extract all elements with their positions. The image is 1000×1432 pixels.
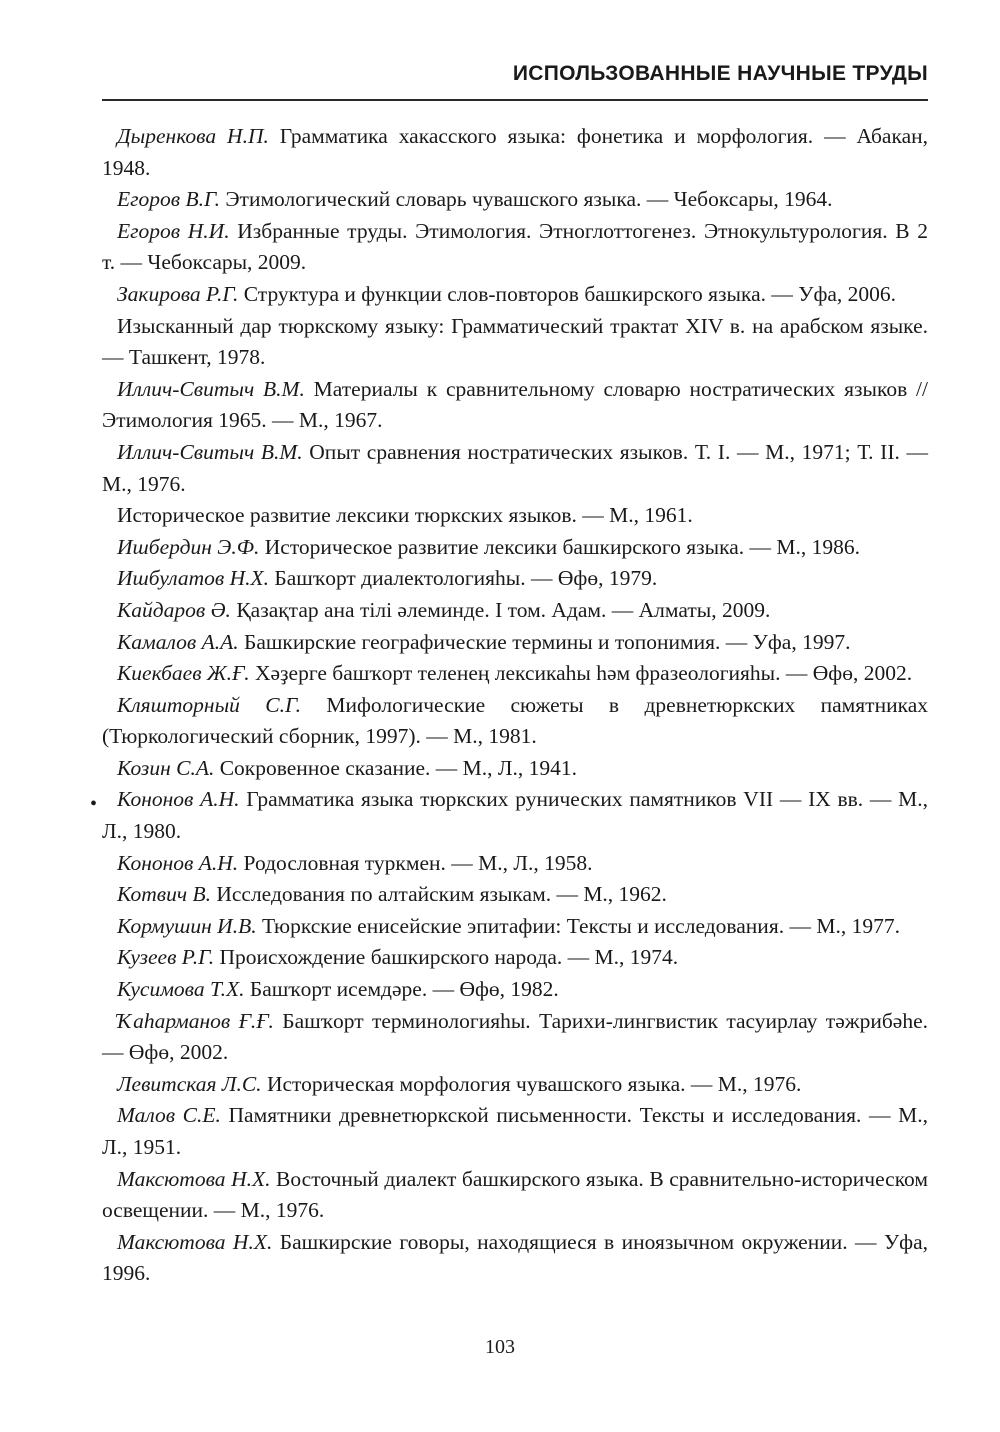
reference-entry [102,848,928,880]
reference-entry [102,942,928,974]
reference-entry [102,595,928,627]
reference-text: Родословная туркмен. — М., Л., 1958. [243,850,593,875]
reference-entry [102,1100,928,1163]
reference-author: Кононов А.Н. [117,787,240,812]
reference-text: Башкирские географические термины и топонимия. — Уфа, 1997. [243,629,851,654]
page-number: 103 [485,1336,515,1358]
reference-text: Материалы к сравнительному словарю ностратических языков // Этимология 1965. — М., 1967. [102,376,928,433]
reference-text: Башҡорт терминологияһы. Тарихи-лингвистик тасуирлау тәжрибәһе. — Өфө, 2002. [102,1008,928,1065]
reference-entry [102,311,928,374]
reference-author: Котвич В. [117,882,211,907]
reference-entry [102,279,928,311]
reference-author: Кузеев Р.Г. [117,945,215,970]
reference-entry [102,500,928,532]
reference-author: Ишбердин Э.Ф. [117,534,260,559]
reference-entry [102,563,928,595]
reference-text: Памятники древнетюркской письменности. Тексты и исследования. — М., Л., 1951. [102,1103,928,1159]
reference-entry [102,1069,928,1101]
reference-text: Тюркские енисейские эпитафии: Тексты и исследования. — М., 1977. [261,913,900,938]
reference-author: Кайдаров Ә. [117,597,231,622]
reference-entry [102,1227,928,1290]
reference-text: Восточный диалект башкирского языка. В сравнительно-историческом освещении. — М., 1976. [102,1166,928,1223]
reference-author: Дыренкова Н.П. [117,124,269,148]
reference-entry [102,974,928,1006]
reference-text: Опыт сравнения ностратических языков. Т. I. — М., 1971; Т. II. — М., 1976. [102,439,928,496]
reference-text: Башҡорт диалектологияһы. — Өфө, 1979. [274,566,658,591]
reference-entry [102,627,928,659]
reference-text: Қазақтар ана тілі әлеминде. I том. Адам. — Алматы, 2009. [236,597,771,622]
reference-text: Башҡорт исемдәре. — Өфө, 1982. [249,977,559,1002]
reference-text: Грамматика языка тюркских рунических памятников VII — IX вв. — М., Л., 1980. [102,787,928,844]
reference-author: Максютова Н.Х. [117,1166,271,1191]
reference-entry [102,374,928,437]
reference-entry [102,911,928,943]
reference-text: Исследования по алтайским языкам. — М., 1962. [216,882,667,907]
reference-entry [102,532,928,564]
reference-author: Максютова Н.Х. [117,1229,273,1254]
reference-author: Кормушин И.В. [117,913,257,938]
stray-bullet-mark: • [90,793,98,815]
reference-entry [102,437,928,500]
reference-text: Историческая морфология чувашского языка. — М., 1976. [266,1071,802,1096]
reference-entry [102,1006,928,1069]
reference-text: Структура и функции слов-повторов башкирского языка. — Уфа, 2006. [243,281,897,306]
reference-author: Козин С.А. [117,755,215,780]
reference-text: Избранные труды. Этимология. Этноглоттогенез. Этнокультурология. В 2 т. — Чебоксары, 2009. [102,218,929,275]
reference-entry [102,1164,928,1227]
reference-author: Кусимова Т.Х. [117,977,245,1002]
reference-author: Иллич-Свитыч В.М. [117,439,303,464]
reference-text: Историческое развитие лексики тюркских языков. — М., 1961. [117,503,693,528]
reference-entry [102,121,928,184]
reference-author: Левитская Л.С. [117,1071,262,1096]
reference-entry [102,216,928,279]
reference-entry [102,658,928,690]
reference-author: Камалов А.А. [117,629,239,654]
reference-entry [102,184,928,216]
running-header: ИСПОЛЬЗОВАННЫЕ НАУЧНЫЕ ТРУДЫ [512,62,928,85]
reference-author: Егоров В.Г. [117,187,220,212]
reference-text: Историческое развитие лексики башкирского языка. — М., 1986. [264,534,860,559]
reference-text: Башкирские говоры, находящиеся в иноязычном окружении. — Уфа, 1996. [102,1229,929,1286]
reference-author: Кононов А.Н. [117,850,239,875]
reference-text: Мифологические сюжеты в древнетюркских памятниках (Тюркологический сборник, 1997). — М., 1981. [102,692,929,749]
bibliography-list [102,121,928,1290]
reference-text: Сокровенное сказание. — М., Л., 1941. [219,755,577,780]
reference-entry [102,784,928,847]
reference-author: Киекбаев Ж.Ғ. [117,661,250,686]
header-rule [102,99,928,101]
reference-author: Егоров Н.И. [117,218,230,243]
reference-entry [102,690,928,753]
reference-author: Ҡаһарманов Ғ.Ғ. [117,1008,274,1033]
reference-author: Малов С.Е. [117,1103,221,1128]
reference-author: Ишбулатов Н.Х. [117,566,270,591]
reference-text: Этимологический словарь чувашского языка. — Чебоксары, 1964. [225,187,833,212]
reference-entry [102,753,928,785]
reference-author: Закирова Р.Г. [117,281,239,306]
reference-entry [102,879,928,911]
reference-text: Хәҙерге башҡорт теленең лексикаһы һәм фразеологияһы. — Өфө, 2002. [254,661,913,686]
reference-text: Грамматика хакасского языка: фонетика и морфология. — Абакан, 1948. [102,124,928,180]
reference-author: Кляшторный С.Г. [117,692,301,717]
reference-author: Иллич-Свитыч В.М. [117,376,305,401]
reference-text: Происхождение башкирского народа. — М., 1974. [219,945,679,970]
reference-text: Изысканный дар тюркскому языку: Грамматический трактат XIV в. на арабском языке. — Ташкент, 1978. [102,313,928,370]
